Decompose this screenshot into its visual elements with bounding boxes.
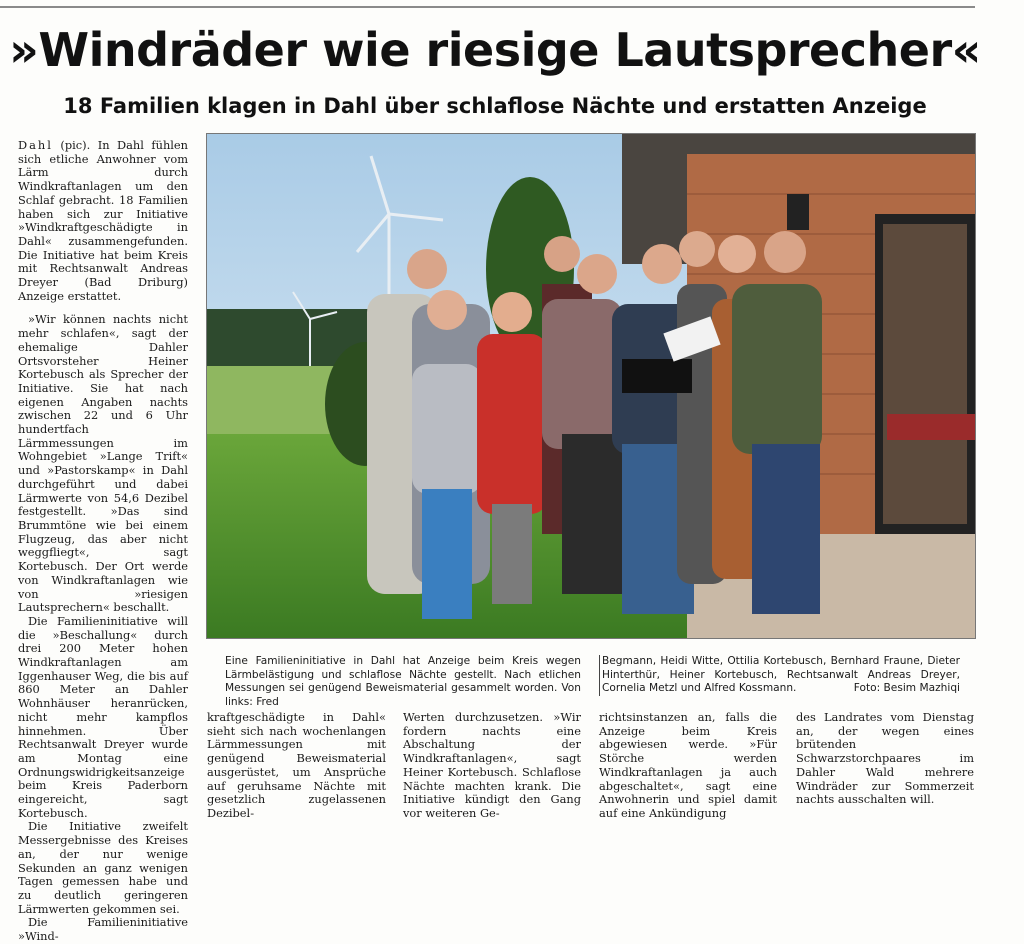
article-column-4	[599, 711, 777, 821]
column-5-text: des Landrates vom Dienstag an, der wegen eines brütenden Schwarzstorchpaares im Dahler Wald mehrere Windräder zur Sommerzeit nachts ausschalten will.	[796, 710, 974, 807]
column-4-text: richtsinstanzen an, falls die Anzeige beim Kreis abgewiesen werde. »Für Störche werden Windkraftanlagen ja auch abgeschaltet«, sagt eine Anwohnerin und spiel damit auf eine Ankündigung	[599, 710, 777, 820]
column-3-text: Werten durchzusetzen. »Wir fordern nachts eine Abschaltung der Windkraftanlagen«, sagt Heiner Kortebusch. Schlaflose Nächte machten krank. Die Initiative kündigt den Gang vor weiteren Ge-	[403, 710, 581, 820]
paragraph-1-text: (pic). In Dahl fühlen sich etliche Anwohner vom Lärm durch Windkraftanlagen um den Schlaf gebracht. 18 Familien haben sich zur Initiative »Windkraftgeschädigte in Dahl« zusammengefunden. Die Initiative hat beim Kreis mit Rechtsanwalt Andreas Dreyer (Bad Driburg) Anzeige erstattet.	[18, 138, 188, 303]
photo-caption-part-1: Eine Familieninitiative in Dahl hat Anzeige beim Kreis wegen Lärmbelästigung und schlaflose Nächte gestellt. Nach etlichen Messungen sei genügend Beweismaterial gesammelt worden. Von links: Fred	[225, 655, 581, 709]
paragraph-4: Die Initiative zweifelt Messergebnisse des Kreises an, der nur wenige Sekunden an ganz wenigen Tagen gemessen habe und zu deutlich geringeren Lärmwerten gekommen sei.	[18, 819, 188, 916]
paragraph-5: Die Familieninitiative »Wind-	[18, 915, 188, 944]
photo-credit: Foto: Besim Mazhiqi	[853, 682, 960, 695]
dateline: Dahl	[18, 138, 53, 152]
article-column-5	[796, 711, 974, 807]
paragraph-1	[18, 139, 188, 303]
article-column-3	[403, 711, 581, 821]
article-column-2	[207, 711, 386, 821]
article-column-1	[18, 139, 188, 944]
subheadline: 18 Familien klagen in Dahl über schlaflose Nächte und erstatten Anzeige	[63, 94, 927, 118]
column-2-text: kraftgeschädigte in Dahl« sieht sich nach wochenlangen Lärmmessungen mit genügend Beweismaterial ausgerüstet, um Ansprüche auf geruhsame Nächte mit gesetzlich zugelassenen Dezibel-	[207, 710, 386, 820]
top-rule	[0, 6, 975, 8]
photo-illustration	[207, 134, 975, 638]
paragraph-2: »Wir können nachts nicht mehr schlafen«, sagt der ehemalige Dahler Ortsvorsteher Heiner Kortebusch als Sprecher der Initiative. Sie hat nach eigenen Angaben nachts zwischen 22 und 6 Uhr hundertfach Lärmmessungen im Wohngebiet »Lange Trift« und »Pastorskamp« in Dahl durchgeführt und dabei Lärmwerte von 54,6 Dezibel festgestellt. »Das sind Brummtöne wie bei einem Flugzeug, das aber nicht weggfliegt«, sagt Kortebusch. Der Ort werde von Windkraftanlagen wie von »riesigen Lautsprechern« beschallt.	[18, 312, 188, 615]
photo-caption-part-2	[599, 655, 960, 696]
paragraph-3: Die Familieninitiative will die »Beschallung« durch drei 200 Meter hohen Windkraftanlagen am Iggenhauser Weg, die bis auf 860 Meter an Dahler Wohnhäuser heranrücken, nicht mehr kampflos hinnehmen. Über Rechtsanwalt Dreyer wurde am Montag eine Ordnungswidrigkeitsanzeige beim Kreis Paderborn eingereicht, sagt Kortebusch.	[18, 613, 188, 820]
group-photo	[207, 134, 975, 638]
caption-names: Begmann, Heidi Witte, Ottilia Kortebusch, Bernhard Fraune, Dieter Hinterthür, Heiner Kortebusch, Rechtsanwalt Andreas Dreyer, Cornelia Metzl und Alfred Kossmann.	[602, 655, 960, 695]
headline: »Windräder wie riesige Lautsprecher«	[9, 23, 981, 77]
